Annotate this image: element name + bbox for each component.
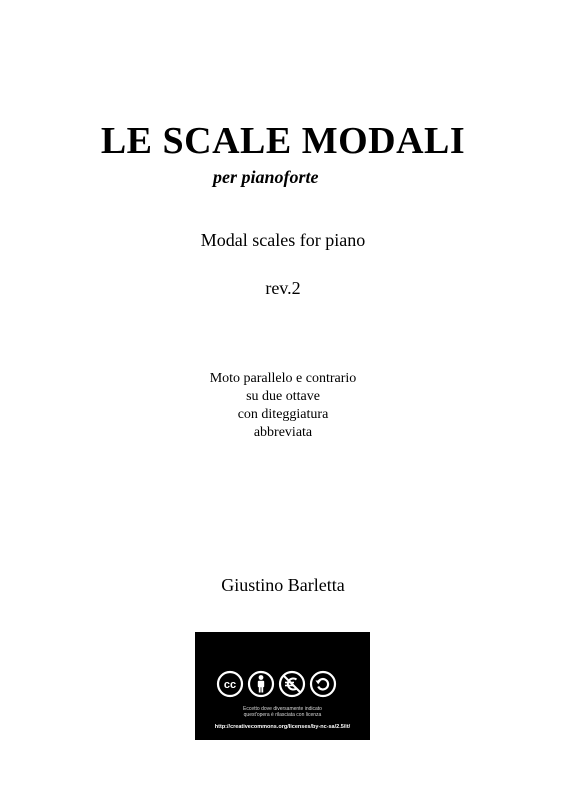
english-title: Modal scales for piano bbox=[200, 230, 366, 250]
revision-label: rev.2 bbox=[265, 278, 301, 298]
cc-icon bbox=[218, 672, 242, 696]
license-note-line: Eccetto dove diversamente indicato bbox=[243, 706, 322, 712]
sa-icon bbox=[311, 672, 335, 696]
author-name: Giustino Barletta bbox=[221, 575, 345, 595]
license-badge bbox=[195, 632, 370, 740]
description-line: abbreviata bbox=[253, 425, 313, 440]
license-url: http://creativecommons.org/licenses/by-nc-sa/2.5/it/ bbox=[214, 724, 351, 730]
license-note-line: quest'opera è rilasciata con licenza bbox=[243, 712, 322, 718]
svg-text:cc: cc bbox=[223, 679, 237, 691]
license-icons bbox=[195, 670, 370, 698]
by-icon bbox=[249, 672, 273, 696]
description-block bbox=[0, 370, 566, 442]
document-subtitle: per pianoforte bbox=[213, 167, 319, 187]
document-title: LE SCALE MODALI bbox=[100, 120, 466, 162]
description-line: Moto parallelo e contrario bbox=[209, 371, 357, 386]
license-note bbox=[195, 706, 370, 718]
nc-icon bbox=[280, 672, 304, 696]
description-line: con diteggiatura bbox=[237, 407, 329, 422]
description-line: su due ottave bbox=[246, 389, 320, 404]
